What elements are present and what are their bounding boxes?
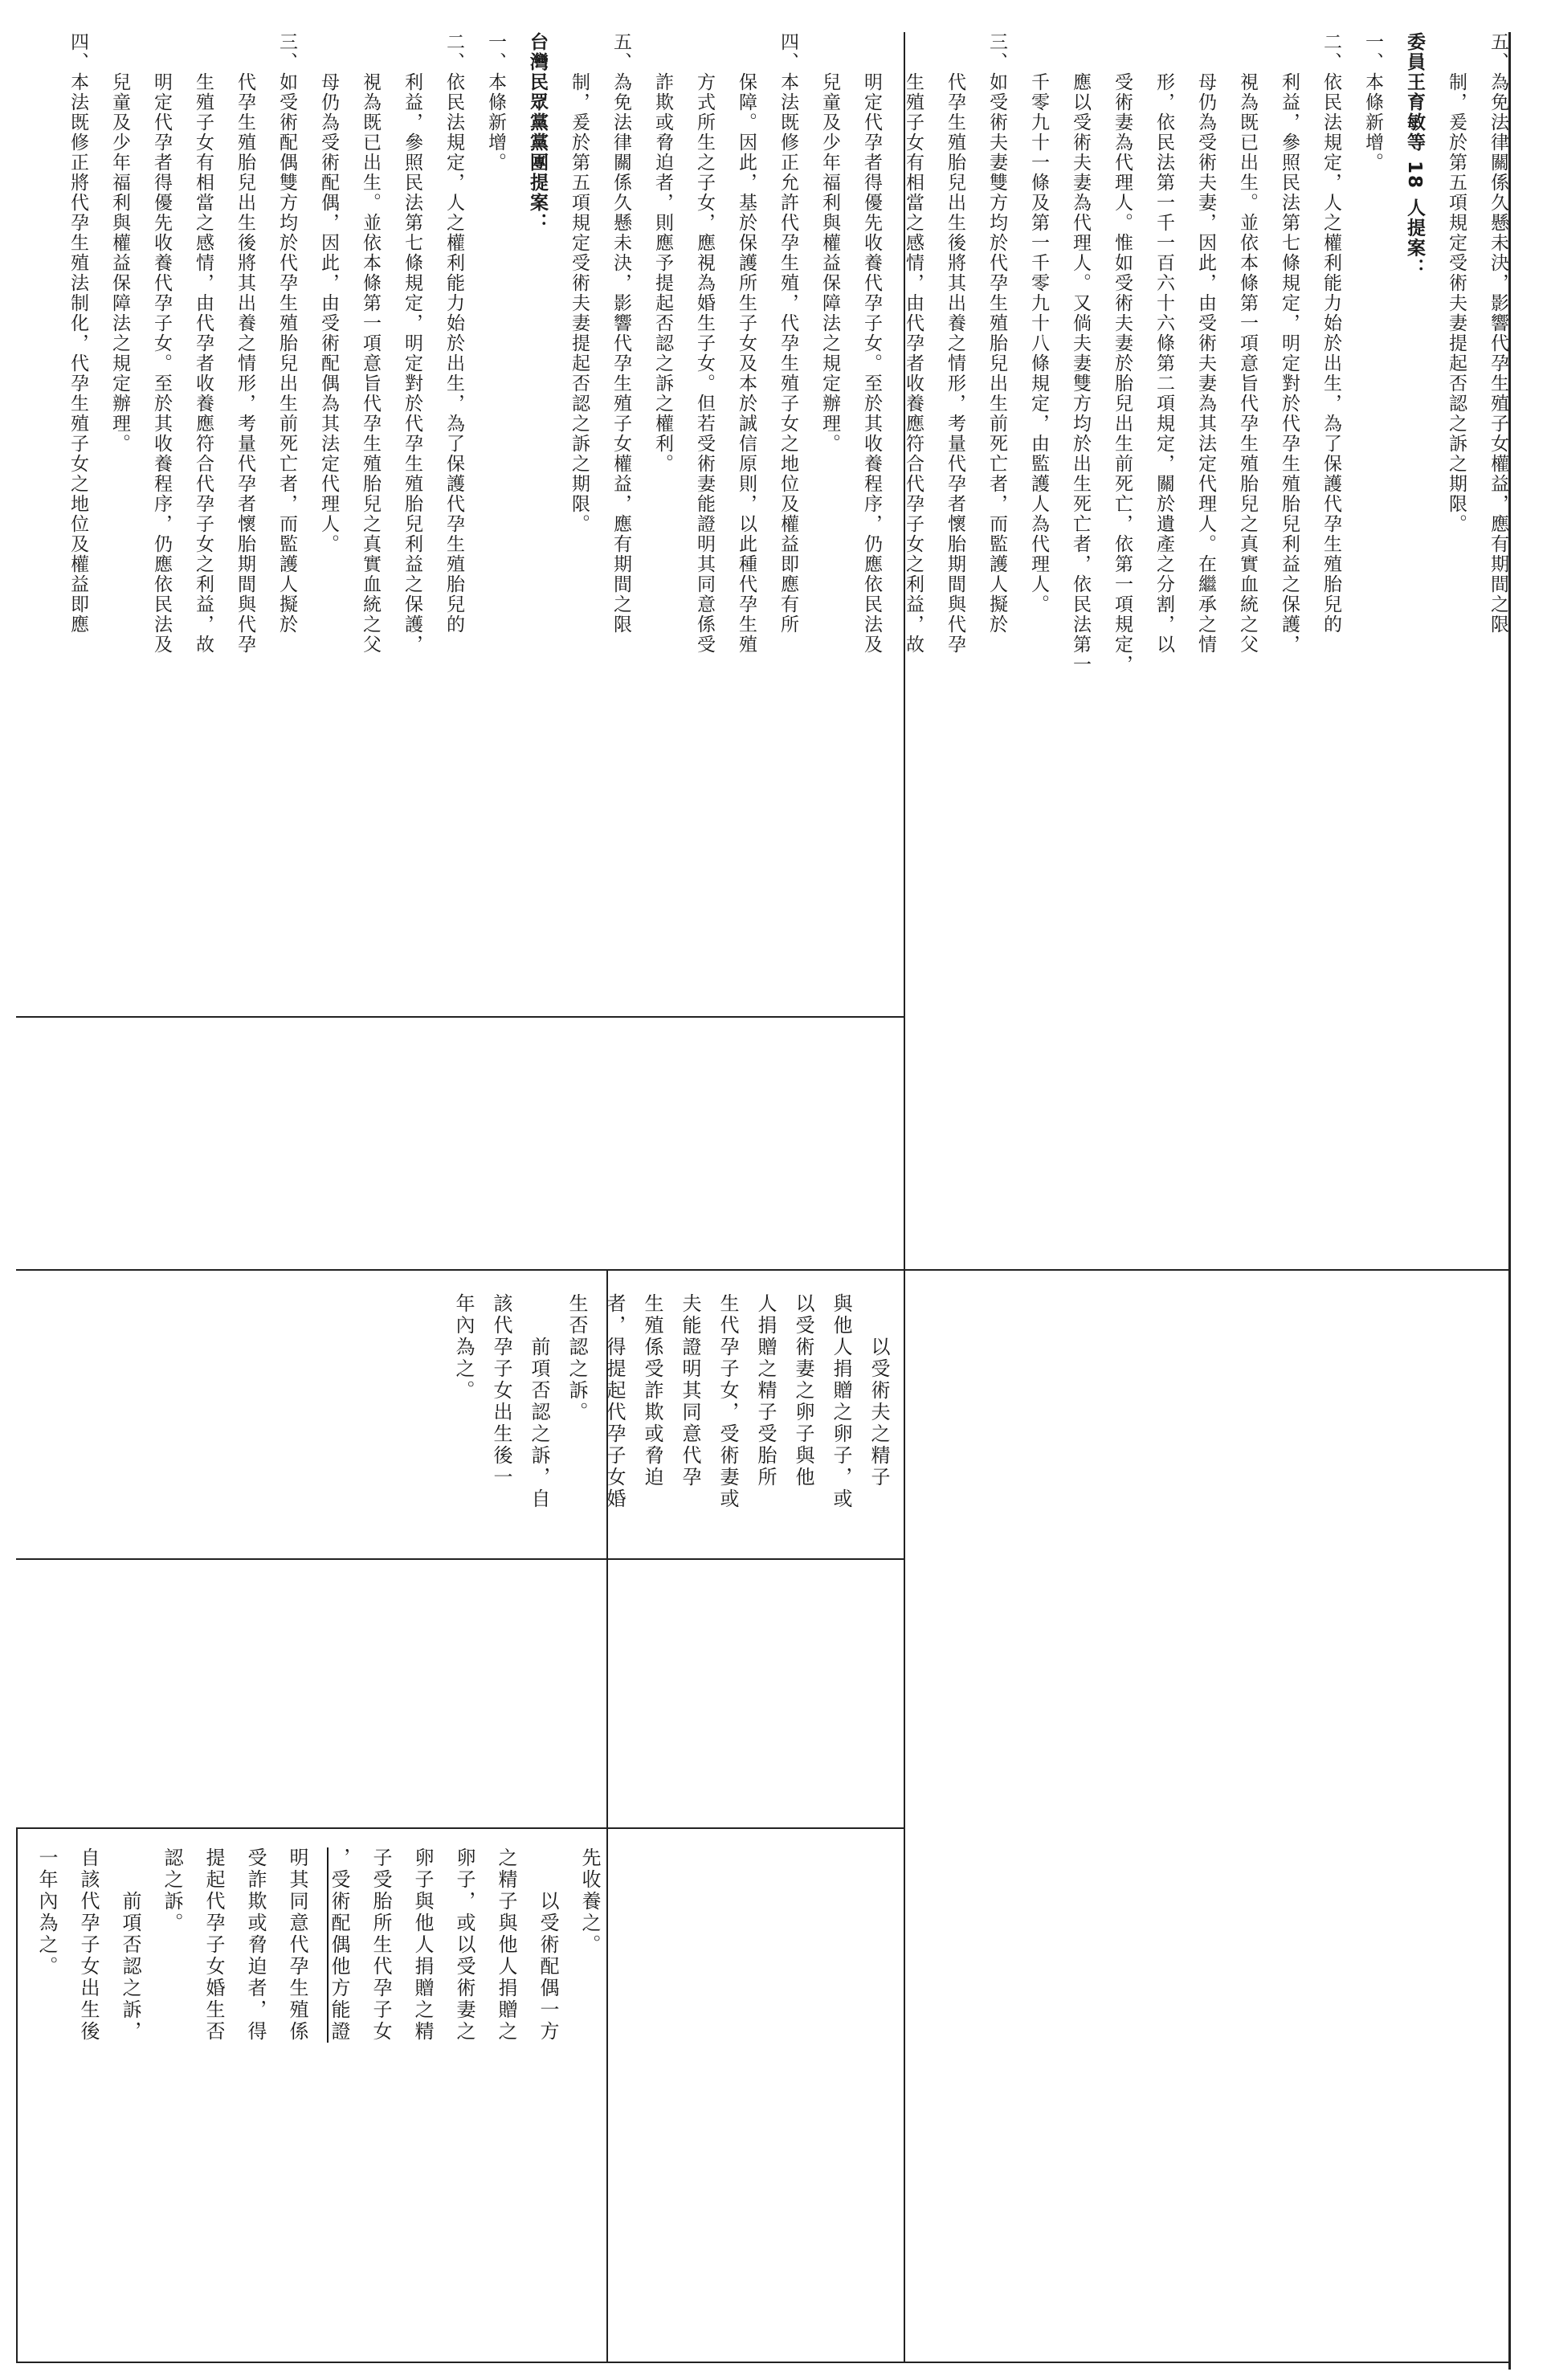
note-line: 利益，參照民法第七條規定，明定對於代孕生殖胎兒利益之保護， <box>402 32 422 655</box>
text-line: 受詐欺或脅迫者，得 <box>244 1847 267 2043</box>
note-line: 一、本條新增。 <box>485 32 506 173</box>
note-line: 制，爰於第五項規定受術夫妻提起否認之訴之期限。 <box>1446 32 1467 534</box>
text-line: 子受胎所生代孕子女 <box>369 1847 392 2043</box>
note-line: 二、依民法規定，人之權利能力始於出生，為了保護代孕生殖胎兒的 <box>443 32 464 635</box>
note-line: 受術妻為代理人。惟如受術夫妻於胎兒出生前死亡，依第一項規定， <box>1112 32 1133 675</box>
proposal-heading: 委員王育敏等 18 人提案： <box>1404 32 1425 279</box>
text-line: 該代孕子女出生後一 <box>490 1293 512 1488</box>
text-line: 卵子與他人捐贈之精 <box>411 1847 434 2043</box>
note-line: 一、本條新增。 <box>1362 32 1383 173</box>
note-line: 明定代孕者得優先收養代孕子女。至於其收養程序，仍應依民法及 <box>861 32 882 655</box>
text-line: 人捐贈之精子受胎所 <box>754 1293 777 1488</box>
text-line: 生代孕子女，受術妻或 <box>716 1293 739 1510</box>
note-line: 形，依民法第一千一百六十六條第二項規定，關於遺產之分割，以 <box>1153 32 1174 655</box>
note-line: 應以受術夫妻為代理人。又倘夫妻雙方均於出生死亡者，依民法第一 <box>1070 32 1091 675</box>
note-line: 利益，參照民法第七條規定，明定對於代孕生殖胎兒利益之保護， <box>1279 32 1300 655</box>
note-line: 四、本法既修正將代孕生殖法制化，代孕生殖子女之地位及權益即應 <box>67 32 88 635</box>
text-line: 先收養之。 <box>578 1847 601 1956</box>
proposal-heading: 台灣民眾黨黨團提案： <box>527 32 548 233</box>
text-line: 明其同意代孕生殖係 <box>286 1847 308 2043</box>
note-line: 四、本法既修正允許代孕生殖，代孕生殖子女之地位及權益即應有所 <box>778 32 798 635</box>
text-line: 之精子與他人捐贈之 <box>495 1847 517 2043</box>
note-line: 代孕生殖胎兒出生後將其出養之情形，考量代孕者懷胎期間與代孕 <box>945 32 965 655</box>
note-line: 代孕生殖胎兒出生後將其出養之情形，考量代孕者懷胎期間與代孕 <box>235 32 255 655</box>
text-line: 前項否認之訴，自 <box>528 1293 550 1510</box>
column-divider-3 <box>16 1827 18 2362</box>
note-line: 保障。因此，基於保護所生子女及本於誠信原則，以此種代孕生殖 <box>736 32 757 655</box>
note-line: 兒童及少年福利與權益保障法之規定辦理。 <box>109 32 130 454</box>
text-line: 夫能證明其同意代孕 <box>679 1293 701 1488</box>
text-line: 與他人捐贈之卵子，或 <box>830 1293 852 1510</box>
text-line: 以受術妻之卵子與他 <box>792 1293 814 1488</box>
note-line: 視為既已出生。並依本條第一項意旨代孕生殖胎兒之真實血統之父 <box>360 32 381 655</box>
note-line: 生殖子女有相當之感情，由代孕者收養應符合代孕子女之利益，故 <box>193 32 214 655</box>
note-line: 千零九十一條及第一千零九十八條規定，由監護人為代理人。 <box>1028 32 1049 614</box>
note-line: 五、為免法律關係久懸未決，影響代孕生殖子女權益，應有期間之限 <box>610 32 631 635</box>
text-line: 年內為之。 <box>452 1293 475 1402</box>
note-line: 視為既已出生。並依本條第一項意旨代孕生殖胎兒之真實血統之父 <box>1237 32 1258 655</box>
text-line: 卵子，或以受術妻之 <box>453 1847 476 2043</box>
note-line: 方式所生之子女，應視為婚生子女。但若受術妻能證明其同意係受 <box>694 32 715 655</box>
row-divider-2 <box>16 2362 1508 2363</box>
note-line: 母仍為受術夫妻，因此，由受術夫妻為其法定代理人。在繼承之情 <box>1195 32 1216 655</box>
note-line: 五、為免法律關係久懸未決，影響代孕生殖子女權益，應有期間之限 <box>1488 32 1508 635</box>
note-line: 三、如受術夫妻雙方均於代孕生殖胎兒出生前死亡者，而監護人擬於 <box>986 32 1007 635</box>
text-line: 認之訴。 <box>161 1847 183 1934</box>
text-line: 提起代孕子女婚生否 <box>202 1847 225 2043</box>
text-line: 前項否認之訴， <box>119 1847 141 2043</box>
note-line: 制，爰於第五項規定受術夫妻提起否認之訴之期限。 <box>569 32 590 534</box>
text-line: 生否認之訴。 <box>565 1293 588 1423</box>
text-line: 自該代孕子女出生後 <box>77 1847 100 2043</box>
text-line: 者，得提起代孕子女婚 <box>603 1293 626 1510</box>
text-line: 生殖係受詐欺或脅迫 <box>641 1293 663 1488</box>
note-line: 明定代孕者得優先收養代孕子女。至於其收養程序，仍應依民法及 <box>151 32 172 655</box>
note-line: 詐欺或脅迫者，則應予提起否認之訴之權利。 <box>652 32 673 474</box>
text-line: 以受術配偶一方 <box>537 1847 559 2043</box>
text-line-underlined: ，受術配偶他方能證 <box>328 1847 350 2043</box>
note-line: 母仍為受術配偶，因此，由受術配偶為其法定代理人。 <box>318 32 339 554</box>
note-line: 三、如受術配偶雙方均於代孕生殖胎兒出生前死亡者，而監護人擬於 <box>276 32 297 635</box>
text-line: 一年內為之。 <box>35 1847 58 1978</box>
note-line: 生殖子女有相當之感情，由代孕者收養應符合代孕子女之利益，故 <box>903 32 924 655</box>
text-line: 以受術夫之精子 <box>867 1293 890 1488</box>
note-line: 兒童及少年福利與權益保障法之規定辦理。 <box>819 32 840 454</box>
note-line: 二、依民法規定，人之權利能力始於出生，為了保護代孕生殖胎兒的 <box>1320 32 1341 635</box>
